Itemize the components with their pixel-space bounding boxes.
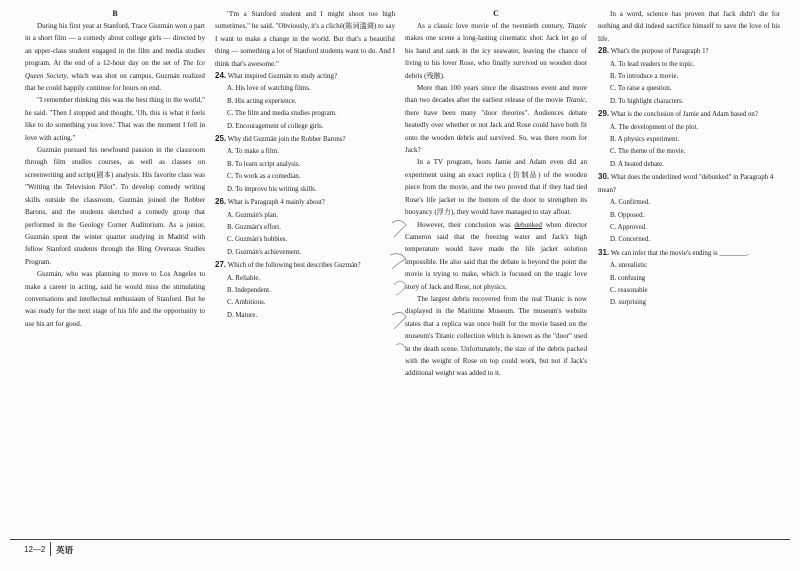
q31-option-c: C. reasonable <box>610 286 648 294</box>
passage-b-paragraph-4: Guzmán, who was planning to move to Los Angeles to make a career in acting, said he would miss the stimulating conversations and intellectual enthusiasm of Stanford. But he was ready for the next stage of his life and the opportunity to use his art for good. <box>25 270 205 328</box>
question-26: 26. What is Paragraph 4 mainly about? <box>215 197 325 207</box>
q31-option-d: D. surprising <box>610 299 646 307</box>
q28-option-c: C. To raise a question. <box>610 85 672 93</box>
section-c-heading: C <box>493 9 499 18</box>
underlined-word-debunked: debunked <box>514 220 542 229</box>
pencil-scribble-marks <box>388 215 428 365</box>
question-30: 30. What does the underlined word "debunked" in Paragraph 4 mean? <box>598 172 774 194</box>
q25-option-a: A. To make a film. <box>227 148 279 156</box>
q29-option-d: D. A heated debate. <box>610 160 664 168</box>
q28-option-d: D. To highlight characters. <box>610 97 684 105</box>
q27-option-b: B. Independent. <box>227 286 271 294</box>
footer-divider <box>50 542 51 556</box>
footer-rule <box>10 539 790 540</box>
question-28: 28. What's the purpose of Paragraph 1? <box>598 46 709 56</box>
q26-option-b: B. Guzmán's effort. <box>227 223 281 231</box>
passage-c-paragraph-5: The largest debris recovered from the real Titanic is now displayed in the Maritime Museum. The museum's website states that a replica was once built for the movie based on the museum's Titanic collection which is known as the "door" used in the death scene. Unfortunately, the size of the debris packed with the weight of Rose on top could work, but not if Jack's additional weight was added to it. <box>405 294 587 378</box>
column-3 <box>405 8 587 380</box>
q26-option-c: C. Guzmán's hobbies. <box>227 236 288 244</box>
q28-option-a: A. To lead readers to the topic. <box>610 60 695 68</box>
q24-option-d: D. Encouragement of college girls. <box>227 122 324 130</box>
q25-option-b: B. To learn script analysis. <box>227 160 301 168</box>
q30-option-d: D. Concerned. <box>610 236 650 244</box>
passage-c-paragraph-3: In a TV program, hosts Jamie and Adam even did an experiment using an exact replica (仿制品) of the wooden piece from the movie, and the two proved that if they had tied Rose's life jacket to the bottom of the door to strengthen its buoyancy (浮力), they would have managed to stay afloat. <box>405 158 587 217</box>
q29-option-a: A. The development of the plot. <box>610 123 699 131</box>
section-b-heading: B <box>112 9 118 18</box>
question-31: 31. We can infer that the movie's ending is ________. <box>598 247 749 257</box>
q30-option-a: A. Confirmed. <box>610 199 650 207</box>
passage-c-paragraph-2: More than 100 years since the disastrous event and more than two decades after the earliest release of the movie Titanic, there have been many "door theories". Audiences debate heatedly over whether or not Jack and Rose could have both fit onto the wooden debris and survived. So, was there room for Jack? <box>405 84 587 155</box>
page-footer <box>10 539 790 563</box>
q29-option-c: C. The theme of the movie. <box>610 148 686 156</box>
passage-b-paragraph-3: Guzmán pursued his newfound passion in the classroom through film studies courses, as well as classes on screenwriting and script(剧本) analysis. His favorite class was "Writing the Television Pilot". To develop comedy writing skills outside the classroom, Guzmán joined the Robber Barons, and the students sketched a comedy group that performed in the Geology Corner Auditorium. As a junior, Guzmán spent the winter quarter studying in Madrid with fellow Stanford students through the Bing Overseas Studies Program. <box>25 146 205 266</box>
q31-option-a: A. unrealistic <box>610 262 648 270</box>
question-27: 27. Which of the following best describes Guzmán? <box>215 260 361 270</box>
column-1 <box>25 8 205 330</box>
q24-option-b: B. His acting experience. <box>227 97 297 105</box>
q27-option-d: D. Mature. <box>227 311 258 319</box>
passage-b-paragraph-5: "I'm a Stanford student and I might shoot too high sometimes," he said. "Obviously, it's a cliché(陈词滥调) to say I want to make a change in the world. But that's a beautiful thing — something a lot of Stanford students want to do. And I think that's awesome." <box>215 10 395 68</box>
q26-option-a: A. Guzmán's plan. <box>227 211 278 219</box>
q26-option-d: D. Guzmán's achievement. <box>227 248 301 256</box>
question-25: 25. Why did Guzmán join the Robber Barons? <box>215 134 346 144</box>
q29-option-b: B. A physics experiment. <box>610 136 680 144</box>
question-29: 29. What is the conclusion of Jamie and Adam based on? <box>598 109 758 119</box>
passage-c-paragraph-1: As a classic love movie of the twentieth century, Titanic makes one scene a long-lasting cinematic shot: Jack let go of his hand and sank in the icy seawater, leaving the chance of living to his lover Rose, who finally survived on wooden door debris (残骸). <box>405 22 587 80</box>
q27-option-c: C. Ambitious. <box>227 299 266 307</box>
q24-option-c: C. The film and media studies program. <box>227 110 337 118</box>
passage-c-paragraph-6: In a word, science has proven that Jack didn't die for nothing and did indeed sacrifice himself to save the love of his life. <box>598 10 780 43</box>
q24-option-a: A. His love of watching films. <box>227 85 311 93</box>
column-4 <box>598 8 780 310</box>
q30-option-b: B. Opposed. <box>610 211 645 219</box>
q31-option-b: B. confusing <box>610 274 646 282</box>
question-24: 24. What inspired Guzmán to study acting? <box>215 71 337 81</box>
q25-option-d: D. To improve his writing skills. <box>227 185 317 193</box>
passage-b-paragraph-2: "I remember thinking this was the best thing in the world," he said. "Then I stopped and thought, 'Oh, this is what it feels like to do something you love.' That was the moment I fell in love with acting." <box>25 96 205 142</box>
q30-option-c: C. Approved. <box>610 223 647 231</box>
page-number: 12—2 <box>24 545 46 554</box>
q28-option-b: B. To introduce a movie. <box>610 73 679 81</box>
subject-label: 英语 <box>56 546 74 556</box>
column-2 <box>215 8 395 322</box>
q25-option-c: C. To work as a comedian. <box>227 173 301 181</box>
q27-option-a: A. Reliable. <box>227 274 261 282</box>
passage-b-paragraph-1: During his first year at Stanford, Trace Guzmán won a part in a short film — a comedy about college girls — directed by an upper-class student engaged in the film and media studies program. At the end of a 12-hour day on the set of The Ice Queen Society, which was shot on campus, Guzmán realized that he could happily continue for hours on end. <box>25 22 205 93</box>
passage-c-paragraph-4: However, their conclusion was debunked when director Cameron said that the freezing water and Jack's high temperature would have made the life jacket solution impossible. He also said that the debate is beyond the point the movie is trying to make, which is focused on the tragic love story of Jack and Rose, not physics. <box>405 220 587 291</box>
